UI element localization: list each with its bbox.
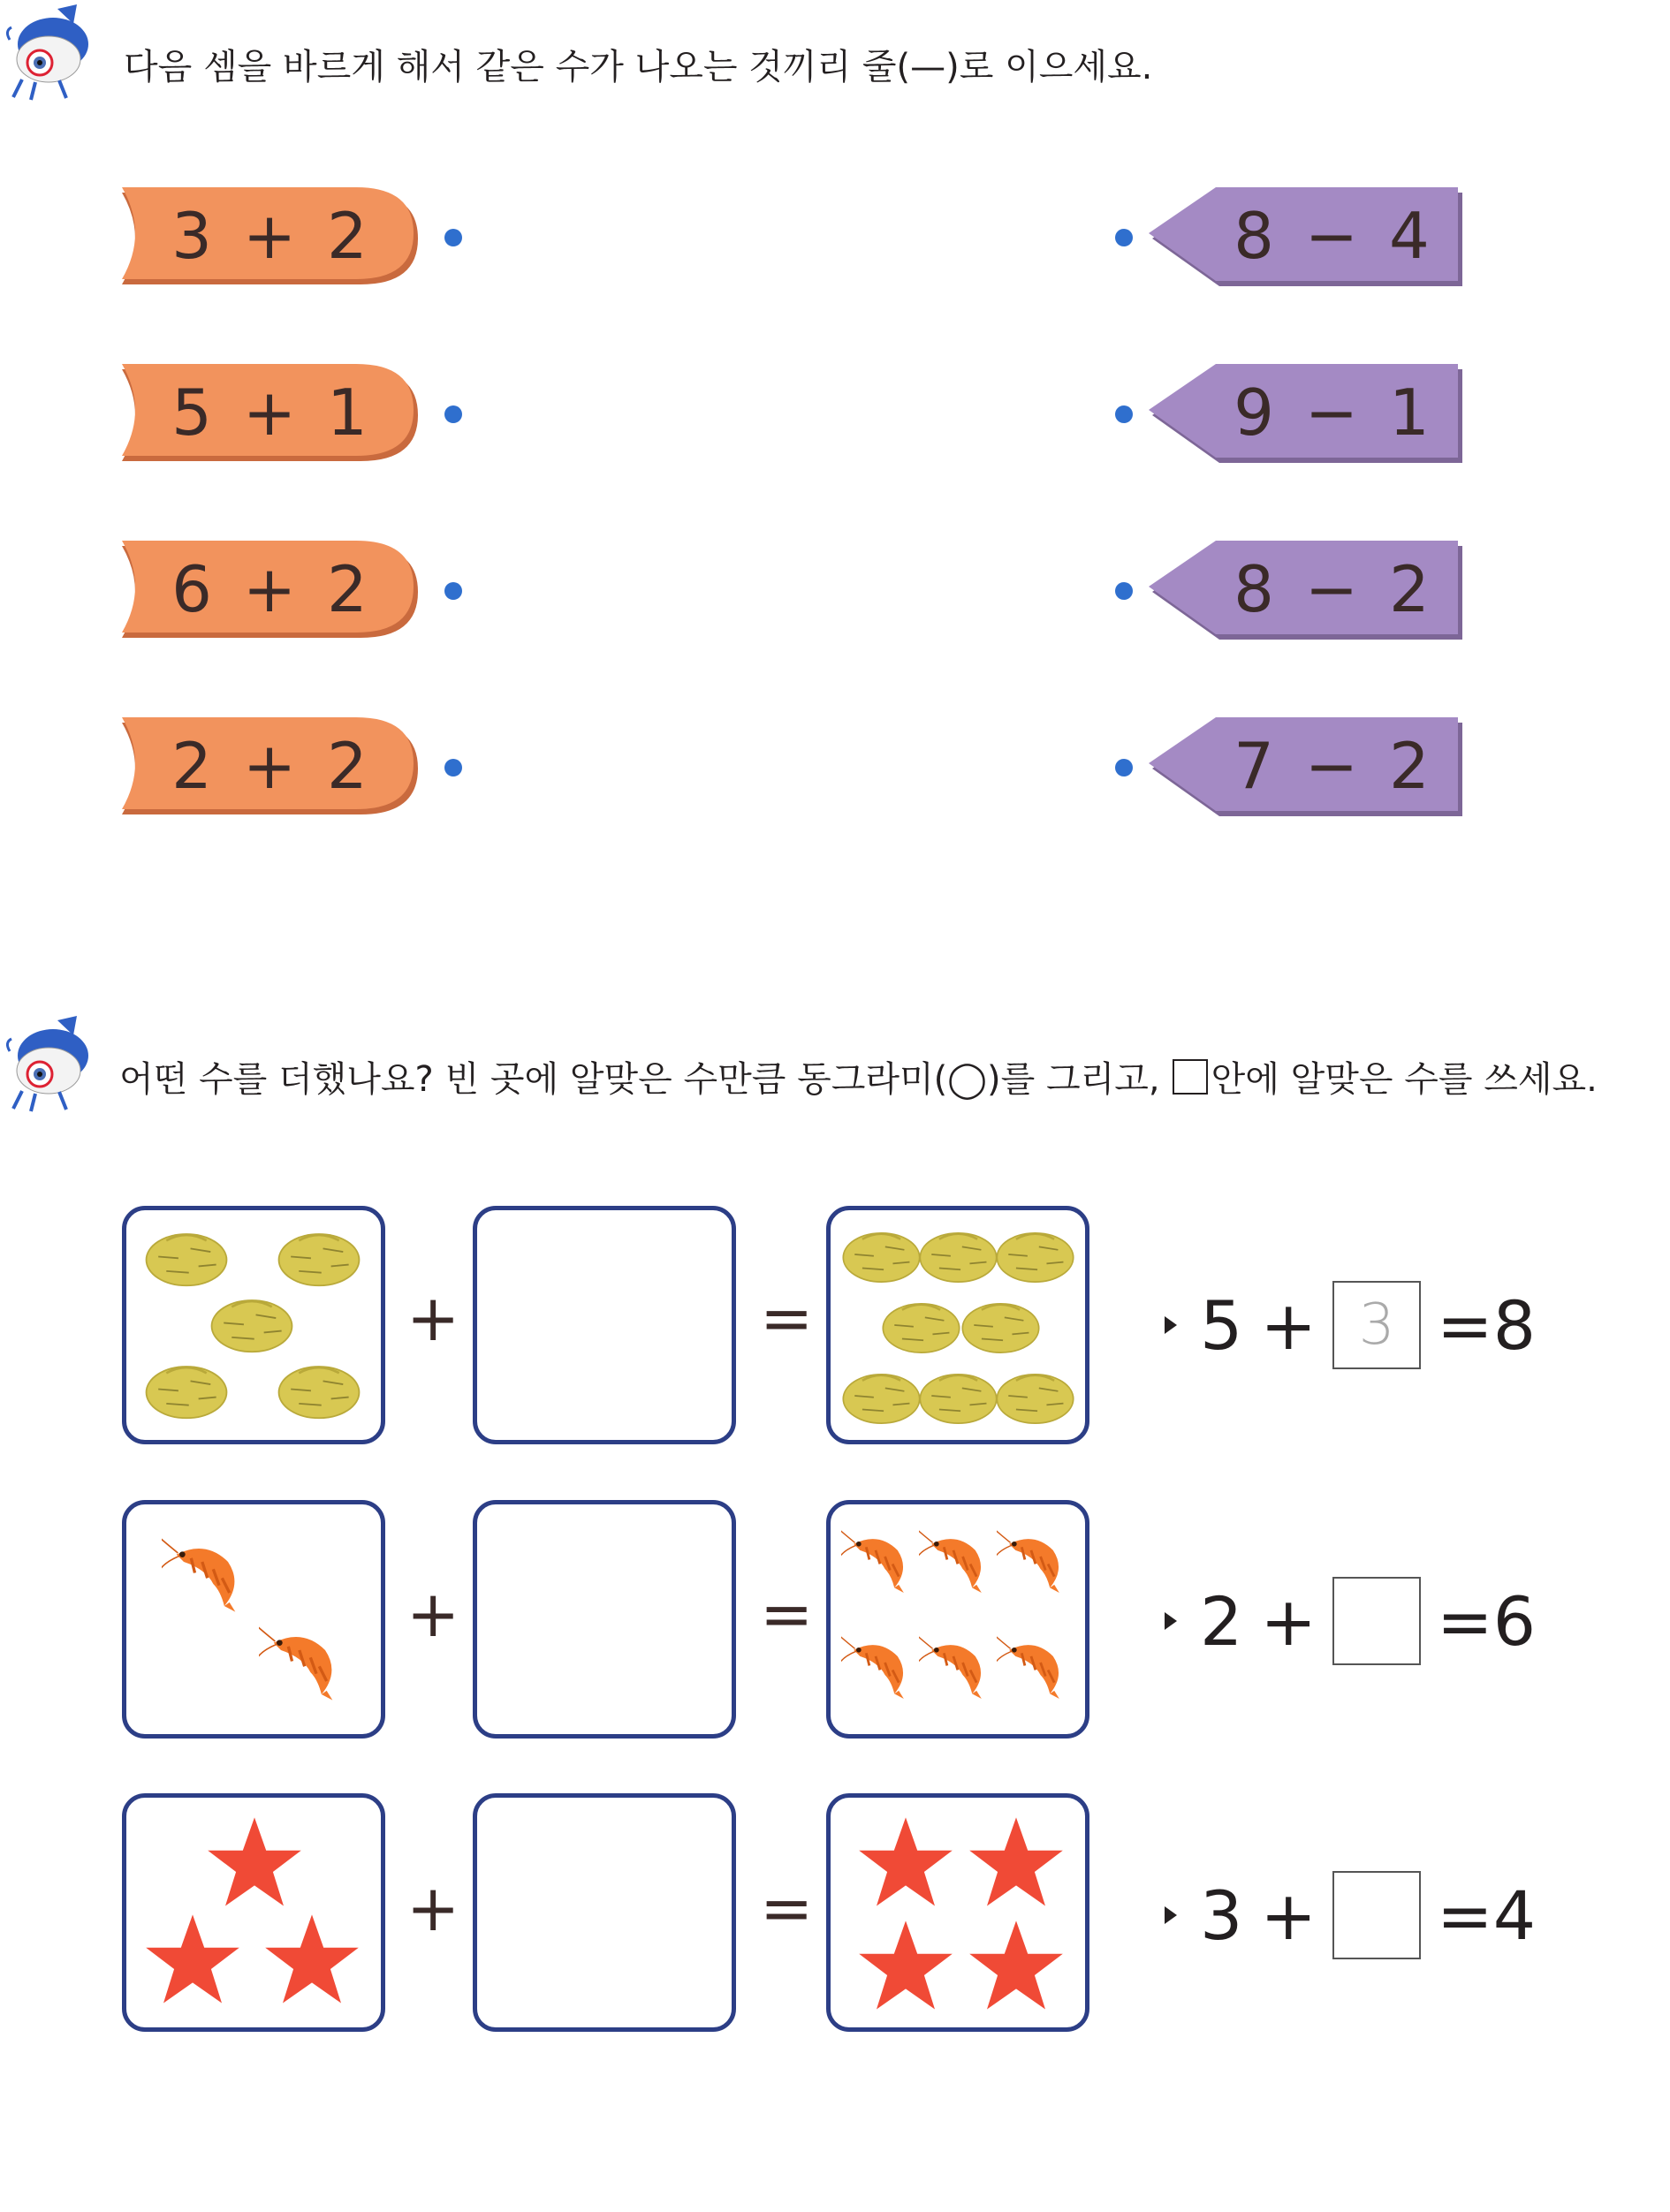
left-card-2-expression: 5 + 1 [171, 375, 373, 450]
star-icon [208, 1817, 301, 1905]
clam-icon [279, 1367, 360, 1418]
right-card-1 [1149, 187, 1462, 284]
bullet-triangle-icon [1165, 1906, 1177, 1924]
row-2-addend: 2 [1200, 1581, 1243, 1661]
row-1-result: 8 [1492, 1285, 1537, 1365]
instruction-answer-box-icon [1173, 1059, 1208, 1095]
row-1-answer-box[interactable]: 3 [1332, 1281, 1421, 1369]
shrimp-icon [158, 1536, 236, 1612]
row-2-op: + [1260, 1581, 1317, 1661]
right-dot-1[interactable] [1115, 229, 1133, 246]
clam-icon [997, 1233, 1073, 1282]
row-1-equals: = [760, 1281, 814, 1355]
star-icon [859, 1817, 953, 1905]
instruction-2 [119, 1051, 1598, 1102]
row-1-op: + [1260, 1285, 1317, 1365]
row-3-eq: = [1437, 1875, 1493, 1955]
left-dot-2[interactable] [444, 405, 462, 423]
row-2-answer-box[interactable] [1332, 1577, 1421, 1665]
bullet-triangle-icon [1165, 1316, 1177, 1334]
row-3-plus: + [406, 1871, 460, 1945]
left-card-4-expression: 2 + 2 [171, 729, 373, 803]
row-1-empty-box[interactable] [473, 1206, 736, 1444]
row-3-answer-box[interactable] [1332, 1871, 1421, 1959]
left-card-3 [122, 541, 422, 638]
row-1-eq: = [1437, 1285, 1493, 1365]
mascot-icon-2 [4, 1016, 93, 1113]
left-dot-4[interactable] [444, 759, 462, 776]
left-card-2 [122, 364, 422, 461]
clam-icon [920, 1233, 996, 1282]
row-2-result: 6 [1492, 1581, 1537, 1661]
clam-icon [279, 1234, 360, 1285]
row-1-equation [1165, 1281, 1536, 1369]
row-1-plus: + [406, 1281, 460, 1355]
clam-icon [962, 1304, 1038, 1352]
row-3-op: + [1260, 1875, 1317, 1955]
right-card-2-expression: 9 − 1 [1234, 375, 1435, 450]
row-3-equation [1165, 1871, 1536, 1959]
row-2-eq: = [1437, 1581, 1493, 1661]
left-dot-1[interactable] [444, 229, 462, 246]
row-3-addend: 3 [1200, 1875, 1243, 1955]
clam-icon [212, 1300, 292, 1352]
star-icon [969, 1817, 1063, 1905]
left-card-4 [122, 717, 422, 814]
row-1-addend: 5 [1200, 1285, 1243, 1365]
row-2-empty-box[interactable] [473, 1500, 736, 1739]
left-card-3-expression: 6 + 2 [171, 552, 373, 626]
row-3-start-box [122, 1793, 385, 2032]
shrimp-icon [838, 1634, 903, 1699]
star-icon [859, 1920, 953, 2009]
clam-icon [843, 1233, 919, 1282]
right-dot-2[interactable] [1115, 405, 1133, 423]
row-2-equation [1165, 1577, 1536, 1665]
row-2-equals: = [760, 1577, 814, 1651]
row-2-start-box [122, 1500, 385, 1739]
star-icon [146, 1914, 239, 2003]
right-card-4 [1149, 717, 1462, 814]
shrimp-icon [993, 1528, 1059, 1593]
shrimp-icon [915, 1528, 981, 1593]
row-1-start-box [122, 1206, 385, 1444]
right-dot-3[interactable] [1115, 582, 1133, 600]
right-card-2 [1149, 364, 1462, 461]
right-card-3 [1149, 541, 1462, 638]
row-2-plus: + [406, 1577, 460, 1651]
clam-icon [147, 1367, 227, 1418]
star-icon [265, 1914, 359, 2003]
right-dot-4[interactable] [1115, 759, 1133, 776]
shrimp-icon [915, 1634, 981, 1699]
mascot-icon [4, 4, 93, 102]
clam-icon [997, 1375, 1073, 1423]
bullet-triangle-icon [1165, 1612, 1177, 1630]
instruction-2-part2: 안에 알맞은 수를 쓰세요. [1211, 1059, 1598, 1100]
shrimp-icon [255, 1625, 333, 1701]
right-card-1-expression: 8 − 4 [1234, 199, 1435, 273]
instruction-2-part1: 어떤 수를 더했나요? 빈 곳에 알맞은 수만큼 동그라미(◯)를 그리고, [119, 1059, 1160, 1100]
row-1-total-box [826, 1206, 1089, 1444]
row-3-total-box [826, 1793, 1089, 2032]
row-3-empty-box[interactable] [473, 1793, 736, 2032]
right-card-3-expression: 8 − 2 [1234, 552, 1435, 626]
left-dot-3[interactable] [444, 582, 462, 600]
clam-icon [920, 1375, 996, 1423]
clam-icon [843, 1375, 919, 1423]
shrimp-icon [838, 1528, 903, 1593]
clam-icon [883, 1304, 959, 1352]
shrimp-icon [993, 1634, 1059, 1699]
row-3-result: 4 [1492, 1875, 1537, 1955]
star-icon [969, 1920, 1063, 2009]
right-card-4-expression: 7 − 2 [1234, 729, 1435, 803]
left-card-1 [122, 187, 422, 284]
row-2-total-box [826, 1500, 1089, 1739]
clam-icon [147, 1234, 227, 1285]
left-card-1-expression: 3 + 2 [171, 199, 373, 273]
instruction-1: 다음 셈을 바르게 해서 같은 수가 나오는 것끼리 줄(—)로 이으세요. [124, 47, 1153, 87]
row-3-equals: = [760, 1871, 814, 1945]
